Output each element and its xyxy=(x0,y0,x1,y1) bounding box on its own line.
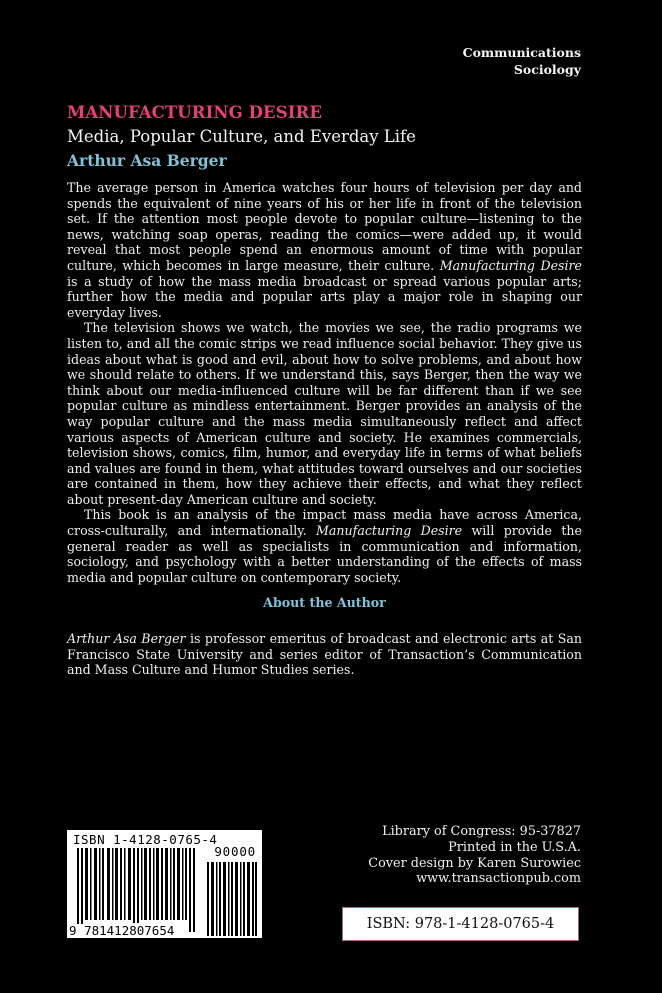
author-bio xyxy=(67,631,582,678)
isbn13-label: ISBN: 978-1-4128-0765-4 xyxy=(366,916,555,932)
isbn13-box xyxy=(342,907,579,941)
book-title-italic: Manufacturing Desire xyxy=(439,257,582,273)
barcode-addon-bars-icon xyxy=(207,862,257,936)
book-author: Arthur Asa Berger xyxy=(67,151,227,170)
barcode-left-digits: 781412 xyxy=(84,923,130,938)
description-text: is a study of how the mass media broadcast or spread various popular arts; further how the media and popular arts play a major role in shaping our everyday lives. xyxy=(67,273,582,320)
about-author-heading: About the Author xyxy=(263,595,386,610)
barcode xyxy=(67,830,262,938)
publisher-website: www.transactionpub.com xyxy=(416,871,581,887)
book-description xyxy=(67,180,582,585)
cover-design-credit: Cover design by Karen Surowiec xyxy=(368,855,581,871)
author-name-italic: Arthur Asa Berger xyxy=(67,631,186,646)
book-title-italic: Manufacturing Desire xyxy=(316,523,463,539)
book-title: MANUFACTURING DESIRE xyxy=(67,103,323,122)
barcode-isbn10: ISBN 1-4128-0765-4 xyxy=(73,832,218,847)
category-sociology: Sociology xyxy=(513,62,581,77)
description-text: will provide the general reader as well as specialists in communication and information, sociology, and psychology with a better understanding of the effects of mass media and popular culture on contemporary society. xyxy=(67,523,582,585)
barcode-price-addon: 90000 xyxy=(214,844,256,859)
description-paragraph-3 xyxy=(67,507,582,585)
description-paragraph-2: The television shows we watch, the movies we see, the radio programs we listen to, and all the comic strips we read influence social behavior. They give us ideas about what is good and evil, about how to solve problems, and about how we should relate to others. If we understand this, says Berger, then the way we think about our media-influenced culture will be far different than if we see popular culture as mindless entertainment. Berger provides an analysis of the way popular culture and the mass media simultaneously reflect and affect various aspects of American culture and society. He examines commercials, television shows, comics, film, humor, and everyday life in terms of what beliefs and values are found in them, what attitudes toward ourselves and our societies are contained in them, how they achieve their effects, and what they reflect about present-day American culture and society. xyxy=(67,320,582,507)
barcode-lead-digit: 9 xyxy=(69,923,77,938)
author-bio-text: is professor emeritus of broadcast and electronic arts at San Francisco State University and series editor of Transaction’s Communication and Mass Culture and Humor Studies series. xyxy=(67,631,582,678)
description-text: The average person in America watches four hours of television per day and spends the equivalent of nine years of his or her life in front of the television set. If the attention most people devote to popular culture—listening to the news, watching soap operas, reading the comics—were added up, it would reveal that most people spend an enormous amount of time with popular culture, which becomes in large measure, their culture. xyxy=(67,180,582,273)
library-of-congress: Library of Congress: 95-37827 xyxy=(382,824,581,839)
barcode-right-digits: 807654 xyxy=(129,923,175,938)
description-text: This book is an analysis of the impact mass media have across America, cross-culturally, and internationally. xyxy=(67,507,582,539)
barcode-bars-icon xyxy=(77,848,195,932)
barcode-digits xyxy=(69,924,174,938)
subject-category xyxy=(463,44,581,78)
description-paragraph-1 xyxy=(67,180,582,320)
publisher-info xyxy=(368,824,581,887)
printed-in: Printed in the U.S.A. xyxy=(448,839,581,855)
category-communications: Communications xyxy=(462,45,581,60)
book-subtitle: Media, Popular Culture, and Everday Life xyxy=(67,127,416,146)
